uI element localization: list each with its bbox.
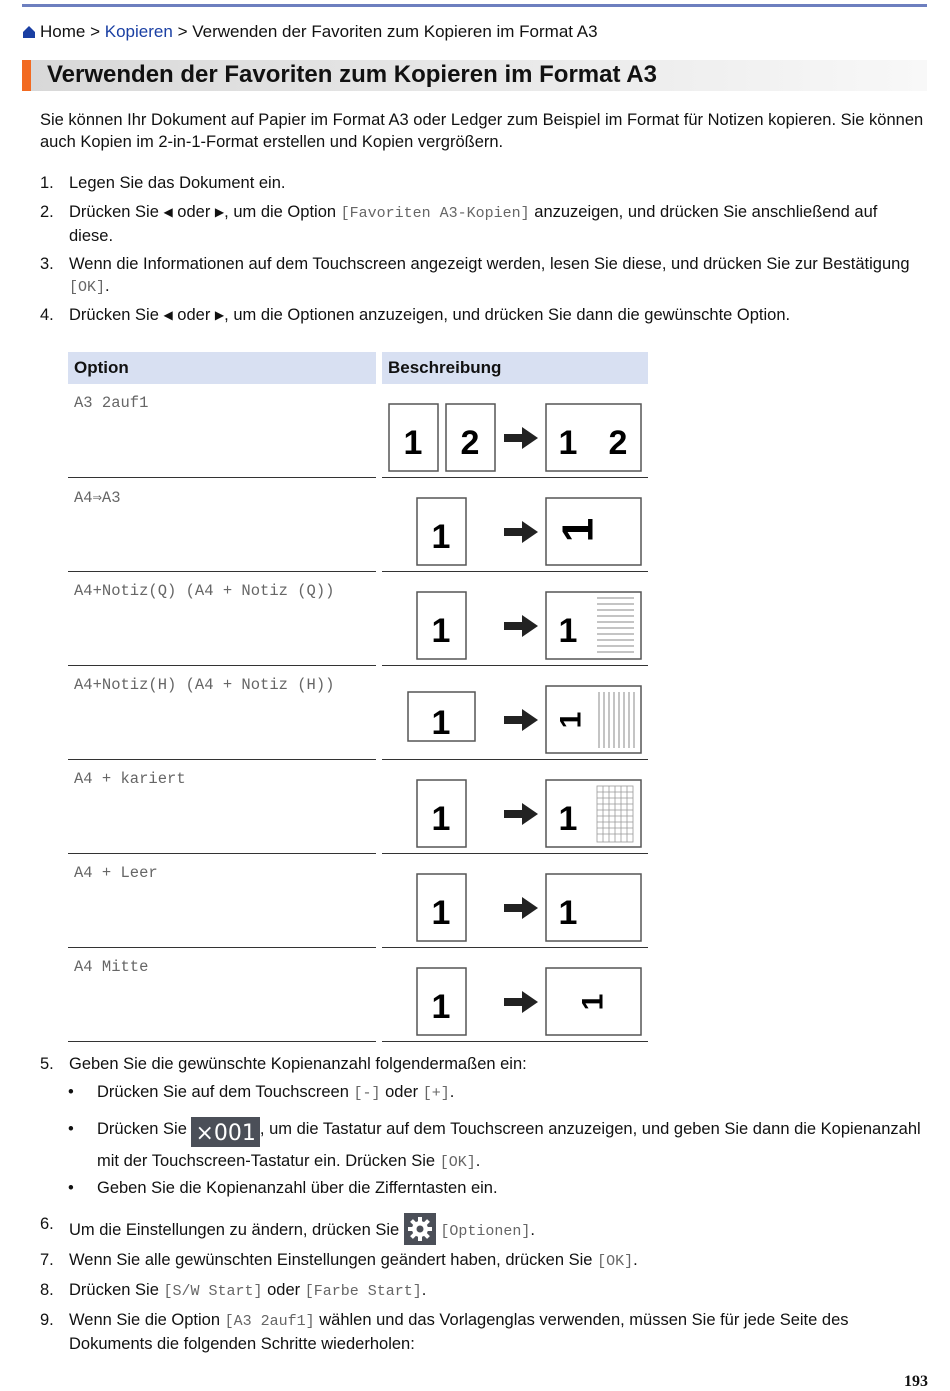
step-number: 8. — [40, 1281, 54, 1299]
diagram-digit: 1 — [558, 800, 578, 838]
table-row — [68, 760, 649, 854]
ok-option[interactable]: [OK] — [69, 279, 106, 296]
minus-option[interactable]: [-] — [353, 1085, 381, 1102]
step-number: 2. — [40, 203, 54, 221]
title-accent — [22, 60, 31, 91]
optionen-option[interactable]: [Optionen] — [440, 1223, 531, 1240]
a4-kariert-illustration — [382, 766, 648, 850]
step-text: Wenn die Informationen auf dem Touchscreen angezeigt werden, lesen Sie diese, und drücken Sie zur Bestätigung [OK]. — [69, 255, 910, 296]
breadcrumb-home[interactable]: Home — [40, 22, 86, 41]
step-number: 3. — [40, 255, 54, 273]
farbe-start-option[interactable]: [Farbe Start] — [304, 1283, 422, 1300]
a3-2auf1-illustration — [382, 390, 648, 474]
a4-notiz-h-illustration — [382, 672, 648, 756]
title-bar — [22, 60, 927, 91]
option-a4-notiz-q[interactable]: A4+Notiz(Q) (A4 + Notiz (Q)) — [74, 582, 335, 600]
page-number: 193 — [904, 1373, 928, 1390]
bullet-text: Drücken Sie ×001 , um die Tastatur auf dem Touchscreen anzuzeigen, und geben Sie dann die Kopienanzahl mit der Touchscreen-Tastatur ein. Drücken Sie [OK]. — [97, 1115, 927, 1177]
ok-option[interactable]: [OK] — [597, 1253, 634, 1270]
table-row — [68, 948, 649, 1042]
a4-mitte-illustration — [382, 954, 648, 1038]
step-text: Geben Sie die gewünschte Kopienanzahl folgendermaßen ein: — [69, 1055, 527, 1073]
right-arrow-icon — [504, 521, 538, 543]
step-number: 7. — [40, 1251, 54, 1269]
step-text: Wenn Sie die Option [A3 2auf1] wählen und das Vorlagenglas verwenden, müssen Sie für jede Seite des Dokuments die folgenden Schritte wiederholen: — [69, 1311, 849, 1353]
diagram-digit: 1 — [553, 517, 603, 543]
right-arrow-icon — [504, 709, 538, 731]
right-arrow-icon — [504, 991, 538, 1013]
step-text: Um die Einstellungen zu ändern, drücken Sie [Optionen]. — [69, 1213, 919, 1245]
diagram-digit: 1 — [431, 894, 451, 932]
diagram-digit: 1 — [431, 704, 451, 742]
a4-a3-illustration — [382, 484, 648, 568]
step-number: 4. — [40, 306, 54, 324]
bullet-text: Drücken Sie auf dem Touchscreen [-] oder [+]. — [97, 1083, 455, 1102]
option-a3-2auf1[interactable]: A3 2auf1 — [74, 394, 149, 412]
table-row — [68, 384, 649, 478]
bullet-dot: • — [68, 1120, 74, 1138]
intro-text: Sie können Ihr Dokument auf Papier im Format A3 oder Ledger zum Beispiel im Format für Notizen kopieren. Sie können auch Kopien im 2-in-1-Format erstellen und Kopien vergrößern. — [40, 111, 924, 151]
bullet-text: Geben Sie die Kopienanzahl über die Zifferntasten ein. — [97, 1179, 498, 1197]
option-a4-leer[interactable]: A4 + Leer — [74, 864, 158, 882]
option-favoriten-a3[interactable]: [Favoriten A3-Kopien] — [340, 205, 530, 222]
step-number: 9. — [40, 1311, 54, 1329]
breadcrumb-separator: > — [177, 22, 188, 41]
a4-notiz-q-illustration — [382, 578, 648, 662]
table-row — [68, 854, 649, 948]
diagram-digit: 1 — [431, 518, 451, 556]
option-a4-kariert[interactable]: A4 + kariert — [74, 770, 186, 788]
option-a4-mitte[interactable]: A4 Mitte — [74, 958, 149, 976]
right-arrow-icon — [504, 897, 538, 919]
table-header-option: Option — [68, 352, 376, 384]
bullet-dot: • — [68, 1083, 74, 1101]
diagram-digit: 1 — [403, 424, 423, 462]
breadcrumb-separator: > — [90, 22, 101, 41]
step-number: 1. — [40, 174, 54, 192]
right-arrow-icon — [504, 427, 538, 449]
diagram-digit: 1 — [554, 711, 588, 729]
diagram-digit: 1 — [558, 424, 578, 462]
step-number: 6. — [40, 1215, 54, 1233]
table-row — [68, 572, 649, 666]
step-text: Legen Sie das Dokument ein. — [69, 174, 286, 192]
left-arrow-icon: ◀ — [163, 205, 173, 219]
right-arrow-icon — [504, 803, 538, 825]
right-arrow-icon — [504, 615, 538, 637]
diagram-digit: 1 — [558, 612, 578, 650]
plus-option[interactable]: [+] — [422, 1085, 450, 1102]
a4-leer-illustration — [382, 860, 648, 944]
table-row — [68, 666, 649, 760]
left-arrow-icon: ◀ — [163, 308, 173, 322]
copy-count-button[interactable]: ×001 — [191, 1117, 259, 1147]
step-text: Drücken Sie ◀ oder ▶, um die Option [Favoriten A3-Kopien] anzuzeigen, und drücken Sie anschließend auf diese. — [69, 203, 878, 245]
table-header-description: Beschreibung — [382, 352, 648, 384]
home-icon[interactable] — [22, 24, 36, 44]
step-number: 5. — [40, 1055, 54, 1073]
right-arrow-icon: ▶ — [214, 205, 225, 219]
diagram-digit: 2 — [608, 424, 628, 462]
breadcrumb — [22, 22, 598, 44]
diagram-digit: 1 — [431, 800, 451, 838]
sw-start-option[interactable]: [S/W Start] — [163, 1283, 263, 1300]
diagram-digit: 1 — [431, 988, 451, 1026]
step-text: Drücken Sie [S/W Start] oder [Farbe Start]. — [69, 1281, 427, 1300]
option-a4-notiz-h[interactable]: A4+Notiz(H) (A4 + Notiz (H)) — [74, 676, 335, 694]
breadcrumb-current: Verwenden der Favoriten zum Kopieren im Format A3 — [192, 22, 598, 41]
breadcrumb-kopieren-link[interactable]: Kopieren — [104, 22, 173, 41]
ok-option[interactable]: [OK] — [439, 1154, 476, 1171]
option-a4-a3[interactable]: A4⇒A3 — [74, 489, 121, 507]
step-text: Wenn Sie alle gewünschten Einstellungen geändert haben, drücken Sie [OK]. — [69, 1251, 638, 1270]
right-arrow-icon: ▶ — [214, 308, 225, 322]
page-title: Verwenden der Favoriten zum Kopieren im Format A3 — [47, 61, 657, 88]
step-text: Drücken Sie ◀ oder ▶, um die Optionen anzuzeigen, und drücken Sie dann die gewünschte Option. — [69, 306, 791, 324]
top-rule — [22, 4, 927, 7]
diagram-digit: 1 — [431, 612, 451, 650]
diagram-digit: 1 — [576, 993, 610, 1011]
table-row — [68, 478, 649, 572]
gear-icon[interactable] — [404, 1213, 436, 1245]
option-a3-2auf1-ref[interactable]: [A3 2auf1] — [224, 1313, 315, 1330]
diagram-digit: 2 — [460, 424, 480, 462]
bullet-dot: • — [68, 1179, 74, 1197]
diagram-digit: 1 — [558, 894, 578, 932]
